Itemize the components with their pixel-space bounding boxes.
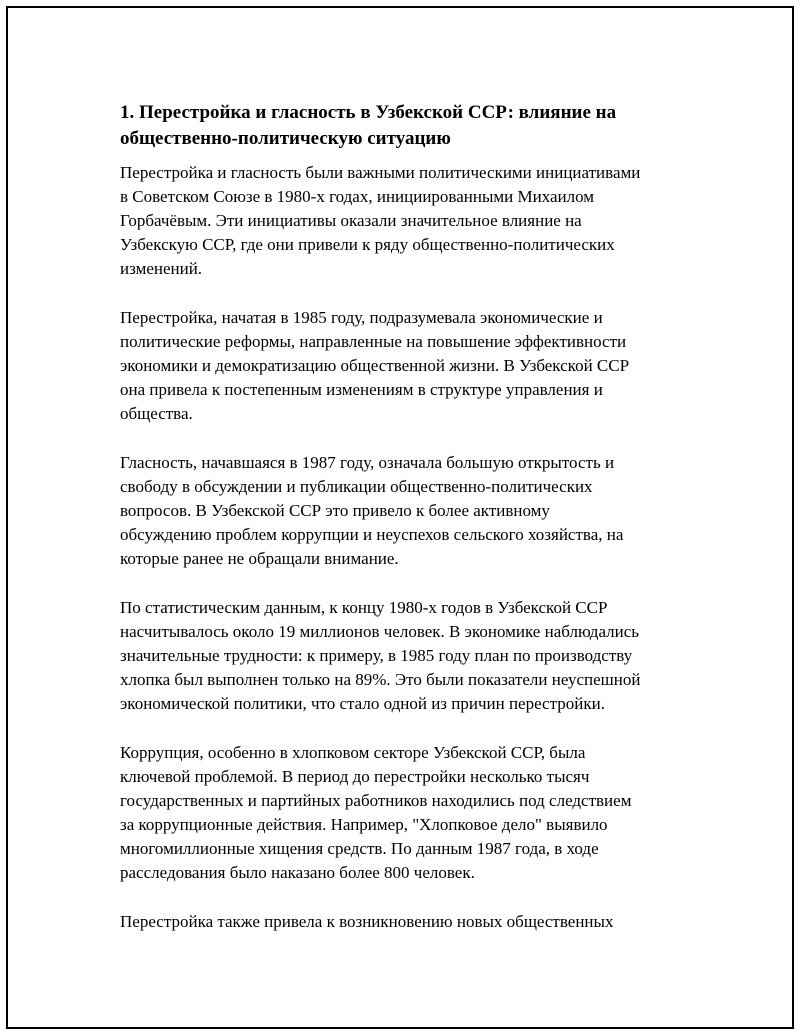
paragraph-perestroika: Перестройка, начатая в 1985 году, подразумевала экономические и политические реформы, направленные на повышение эффективности экономики и демократизацию общественной жизни. В Узбекской ССР она привела к постепенным изменениям в структуре управления и общества. xyxy=(120,308,630,423)
paragraph-glasnost: Гласность, начавшаяся в 1987 году, означала большую открытость и свободу в обсуждении и публикации общественно-политических вопросов. В Узбекской ССР это привело к более активному обсуждению проблем коррупции и неуспехов сельского хозяйства, на которые ранее не обращали внимание. xyxy=(120,453,624,568)
paragraph-corruption: Коррупция, особенно в хлопковом секторе Узбекской ССР, была ключевой проблемой. В период до перестройки несколько тысяч государственных и партийных работников находились под следствием за коррупционные действия. Например, "Хлопковое дело" выявило многомиллионные хищения средств. По данным 1987 года, в ходе расследования было наказано более 800 человек. xyxy=(120,743,632,882)
paragraph-intro: Перестройка и гласность были важными политическими инициативами в Советском Союзе в 1980-х годах, инициированными Михаилом Горбачёвым. Эти инициативы оказали значительное влияние на Узбекскую ССР, где они привели к ряду общественно-политических изменений. xyxy=(120,163,641,278)
page-border xyxy=(6,6,794,1029)
document-title: 1. Перестройка и гласность в Узбекской ССР: влияние на общественно-политическую ситуацию xyxy=(120,102,617,149)
paragraph-statistics: По статистическим данным, к концу 1980-х годов в Узбекской ССР насчитывалось около 19 миллионов человек. В экономике наблюдались значительные трудности: к примеру, в 1985 году план по производству хлопка был выполнен только на 89%. Это были показатели неуспешной экономической политики, что стало одной из причин перестройки. xyxy=(120,598,641,713)
paragraph-list xyxy=(120,161,700,934)
document-body xyxy=(120,100,700,959)
paragraph-public-organizations: Перестройка также привела к возникновению новых общественных xyxy=(120,912,614,931)
